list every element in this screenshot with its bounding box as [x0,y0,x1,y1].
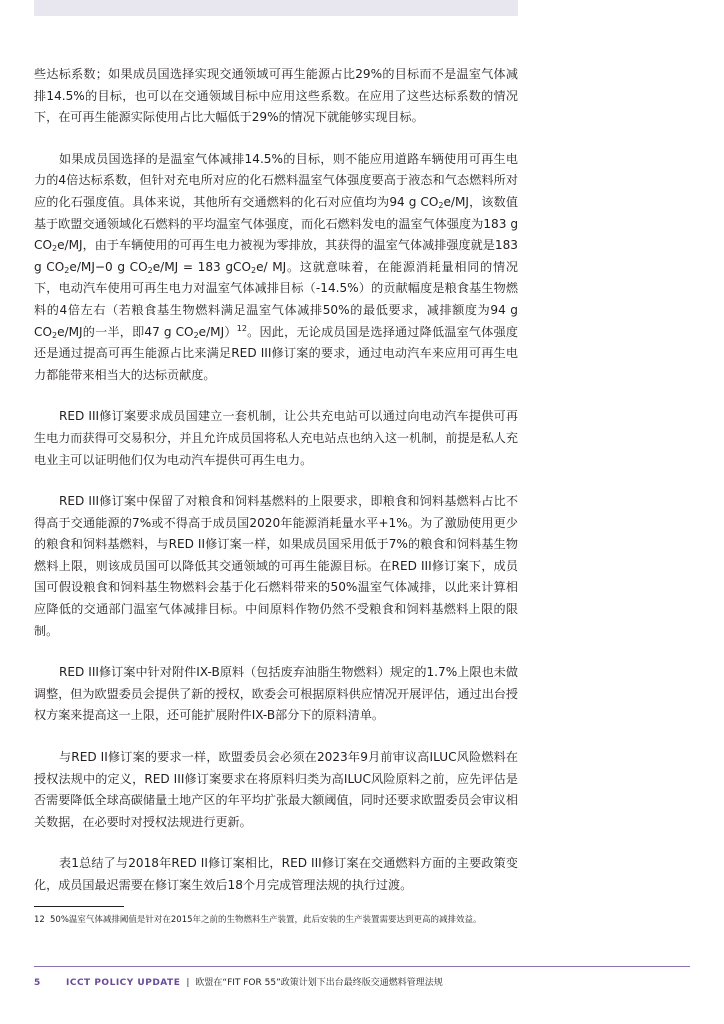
subscript: 2 [147,265,153,275]
text-run: RED III修订案要求成员国建立一套机制，让公共充电站可以通过向电动汽车提供可再生电力而获得可交易积分，并且允许成员国将私人充电站点也纳入这一机制，前提是私人充电业主可以证明他们仅为电动汽车提供可再生电力。 [34,409,518,467]
text-run: 表1总结了与2018年RED II修订案相比，RED III修订案在交通燃料方面的主要政策变化，成员国最迟需要在修订案生效后18个月完成管理法规的执行过渡。 [34,856,518,892]
text-run: e/MJ，该数值基于欧盟交通领域化石燃料的平均温室气体强度，而化石燃料发电的温室气体强度为183 g CO [34,194,518,253]
text-run: e/MJ−0 g CO [69,259,148,274]
footer-title: 欧盟在“FIT FOR 55”政策计划下出台最终版交通燃料管理法规 [195,978,443,988]
text-run: RED III修订案中保留了对粮食和饲料基燃料的上限要求，即粮食和饲料基燃料占比不得高于交通能源的7%或不得高于成员国2020年能源消耗量水平+1%。为了激励使用更少的粮食和饲料基燃料，与RED II修订案一样，如果成员国采用低于7%的粮食和饲料基生物燃料上限，则该成员国可以降低其交通领域的可再生能源目标。在RED III修订案下，成员国可假设粮食和饲料基生物燃料会基于化石燃料带来的50%温室气体减排，以此来计算相应降低的交通部门温室气体减排目标。中间原料作物仍然不受粮食和饲料基燃料上限的限制。 [34,494,518,638]
text-run: 。因此，无论成员国是选择通过降低温室气体强度还是通过提高可再生能源占比来满足RED III修订案的要求，通过电动汽车来应用可再生电力都能带来相当大的达标贡献度。 [34,324,518,382]
text-run: e/MJ，由于车辆使用的可再生电力被视为零排放，其获得的温室气体减排强度就是183 g CO [34,238,518,274]
paragraph-2 [34,149,518,387]
paragraph-1 [34,64,518,129]
subscript: 2 [438,200,444,210]
text-run: e/ MJ。这就意味着，在能源消耗量相同的情况下，电动汽车使用可再生电力对温室气体减排目标（-14.5%）的贡献幅度是粮食基生物燃料的4倍左右（若粮食基生物燃料满足温室气体减排50%的最低要求，减排额度为94 g CO [34,259,518,339]
text-run: 与RED II修订案的要求一样，欧盟委员会必须在2023年9月前审议高ILUC风险燃料在授权法规中的定义，RED III修订案要求在将原料归类为高ILUC风险原料之前，应先评估是否需要降低全球高碳储量土地产区的年平均扩张最大额阈值，同时还要求欧盟委员会审议相关数据，在必要时对授权法规进行更新。 [34,750,518,829]
text-run: 如果成员国选择的是温室气体减排14.5%的目标，则不能应用道路车辆使用可再生电力的4倍达标系数，但针对充电所对应的化石燃料温室气体强度要高于液态和气态燃料所对应的化石强度值。具体来说，其他所有交通燃料的化石对应值均为94 g CO [34,151,518,209]
subscript: 2 [250,265,257,275]
footer-separator: | [186,978,190,988]
text-run: 些达标系数；如果成员国选择实现交通领域可再生能源占比29%的目标而不是温室气体减排14.5%的目标，也可以在交通领域目标中应用这些系数。在应用了这些达标系数的情况下，在可再生能源实际使用占比大幅低于29%的情况下就能够实现目标。 [34,67,518,125]
page-footer [34,976,443,990]
subscript: 2 [51,244,58,254]
footnote-12 [34,914,518,927]
paragraph-4 [34,491,518,642]
footnote-number: 12 [34,915,45,925]
page-number: 5 [34,978,41,988]
subscript: 2 [51,330,58,340]
subscript: 2 [193,330,199,340]
text-run: RED III修订案中针对附件IX-B原料（包括废弃油脂生物燃料）规定的1.7%上限也未做调整，但为欧盟委员会提供了新的授权，欧委会可根据原料供应情况开展评估，通过出台授权方案来提高这一上限，还可能扩展附件IX-B部分下的原料清单。 [34,665,518,723]
footer-divider [34,966,690,967]
footnote-text: 50%温室气体减排阈值是针对在2015年之前的生物燃料生产装置，此后安装的生产装置需要达到更高的减排效益。 [50,915,482,925]
text-run: e/MJ = 183 gCO [152,259,251,274]
body-text [34,64,518,917]
footnote-reference: 12 [236,323,247,333]
paragraph-7 [34,853,518,896]
footer-brand: ICCT POLICY UPDATE [66,978,181,988]
subscript: 2 [64,265,70,275]
paragraph-5 [34,662,518,727]
header-band [34,0,518,16]
text-run: e/MJ） [198,324,237,339]
text-run: e/MJ的一半，即47 g CO [57,324,194,339]
paragraph-6 [34,747,518,833]
footnote-divider [34,906,124,907]
paragraph-3 [34,406,518,471]
